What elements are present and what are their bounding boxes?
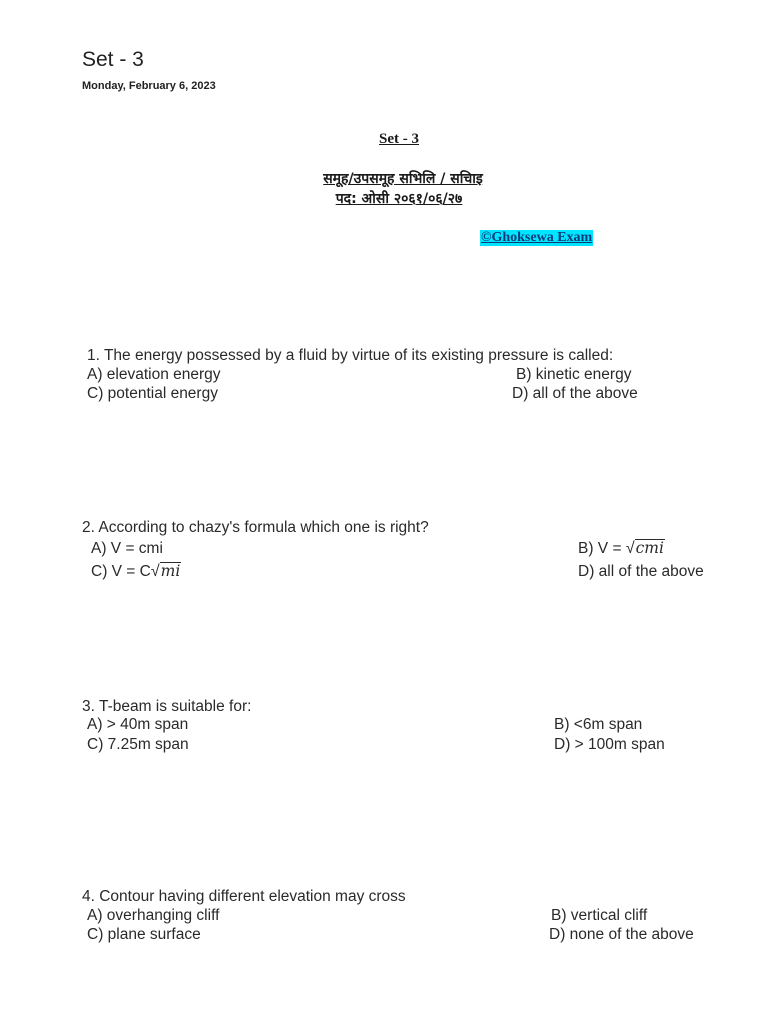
question-4-option-b: B) vertical cliff	[551, 907, 648, 924]
question-3-option-c: C) 7.25m span	[87, 736, 189, 753]
question-3-option-d: D) > 100m span	[554, 736, 665, 753]
question-4-option-a: A) overhanging cliff	[87, 907, 220, 924]
question-2-option-d: D) all of the above	[578, 563, 704, 580]
question-1-text: 1. The energy possessed by a fluid by virtue of its existing pressure is called:	[87, 347, 614, 364]
question-4-text: 4. Contour having different elevation may cross	[82, 888, 406, 905]
document-subtitle-post: पद: ओसी २०६१/०६/२७	[335, 191, 463, 207]
question-1-option-b: B) kinetic energy	[516, 366, 632, 383]
question-4-option-c: C) plane surface	[87, 926, 201, 943]
question-1-option-d: D) all of the above	[512, 385, 638, 402]
question-3-text: 3. T-beam is suitable for:	[82, 698, 252, 715]
question-2-option-a: A) V = cmi	[91, 540, 163, 557]
square-root-icon: √	[150, 563, 160, 580]
document-subtitle-group: समूह/उपसमूह सभिलि / सचिाइ	[323, 171, 483, 187]
question-2-option-b-radicand: cmi	[635, 539, 664, 557]
question-3-option-b: B) <6m span	[554, 716, 643, 733]
question-1-option-a: A) elevation energy	[87, 366, 221, 383]
page-date: Monday, February 6, 2023	[82, 80, 216, 92]
question-2-option-b-prefix: B) V =	[578, 540, 626, 557]
question-1-option-c: C) potential energy	[87, 385, 218, 402]
question-4-option-d: D) none of the above	[549, 926, 694, 943]
question-2-text: 2. According to chazy's formula which one is right?	[82, 519, 429, 536]
square-root-icon: √	[625, 540, 635, 557]
document-heading: Set - 3	[379, 131, 419, 147]
copyright-label: ©Ghoksewa Exam	[481, 230, 593, 245]
question-3-option-a: A) > 40m span	[87, 716, 189, 733]
question-2-option-b	[578, 539, 665, 558]
question-2-option-c-prefix: C) V = C	[91, 563, 151, 580]
question-2-option-c	[91, 562, 181, 581]
question-2-option-c-radicand: mi	[160, 562, 181, 580]
page-title: Set - 3	[82, 48, 144, 71]
